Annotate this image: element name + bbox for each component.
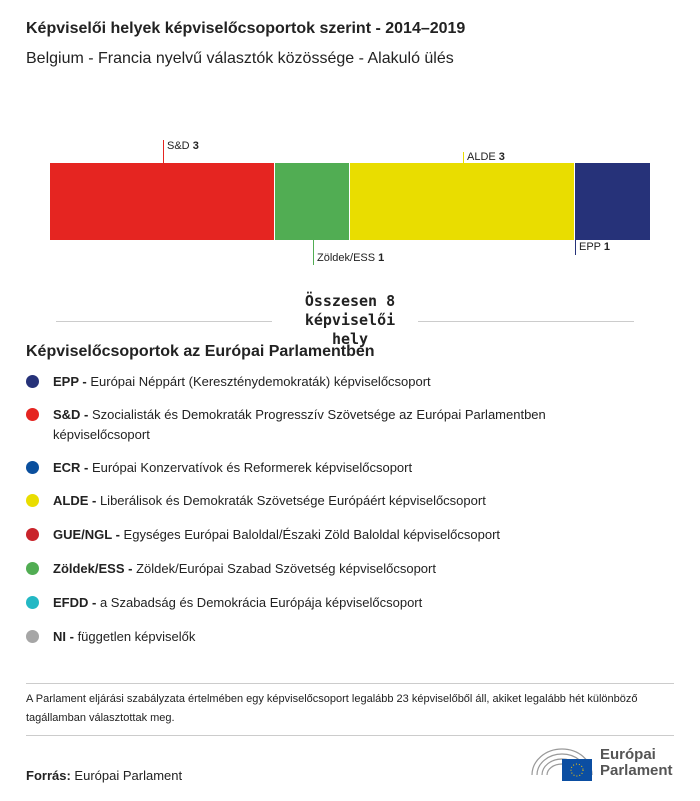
bar-value-label: 1	[378, 252, 385, 264]
legend-item	[26, 372, 646, 392]
legend-text: Európai Konzervatívok és Reformerek képviselőcsoport	[92, 460, 413, 475]
label-tick	[575, 240, 576, 255]
bar-segment-1	[275, 163, 349, 240]
bar-segment-3	[575, 163, 650, 240]
legend-abbr: EFDD -	[53, 595, 100, 610]
ep-logo	[530, 745, 673, 781]
bar-category-label: Zöldek/ESS	[317, 252, 379, 264]
hemicycle-logo-icon	[530, 745, 594, 781]
legend-item	[26, 405, 646, 445]
source: Forrás: Európai Parlament	[26, 768, 183, 783]
divider	[26, 735, 674, 736]
bar-segment-2	[350, 163, 574, 240]
legend-text: Szocialisták és Demokraták Progresszív Szövetsége az Európai Parlamentben képviselőcsoport	[53, 407, 546, 442]
legend-color-dot-icon	[26, 375, 39, 388]
legend-item	[26, 559, 646, 579]
divider	[56, 321, 272, 322]
legend-abbr: NI -	[53, 629, 78, 644]
bar-label	[167, 140, 199, 152]
legend-abbr: ECR -	[53, 460, 92, 475]
legend-color-dot-icon	[26, 494, 39, 507]
legend-abbr: EPP -	[53, 374, 91, 389]
legend-color-dot-icon	[26, 596, 39, 609]
legend-color-dot-icon	[26, 528, 39, 541]
legend-item	[26, 525, 646, 545]
bar-value-label: 3	[192, 140, 199, 152]
legend-color-dot-icon	[26, 630, 39, 643]
logo-text: Európai Parlament	[600, 746, 673, 779]
legend-abbr: GUE/NGL -	[53, 527, 124, 542]
bar-category-label: S&D	[167, 140, 193, 152]
legend-color-dot-icon	[26, 408, 39, 421]
label-tick	[313, 240, 314, 265]
total-seats-label: Összesen 8 képviselői hely	[304, 292, 396, 348]
legend-text: Liberálisok és Demokraták Szövetsége Európáért képviselőcsoport	[99, 493, 486, 508]
chart-title: Képviselői helyek képviselőcsoportok szerint - 2014–2019	[26, 20, 466, 37]
bar-category-label: EPP	[579, 241, 604, 253]
footnote: A Parlament eljárási szabályzata értelmében egy képviselőcsoport legalább 23 képviselőből áll, akiket legalább hét különböző tagállamban választottak meg.	[26, 693, 638, 724]
legend-title: Képviselőcsoportok az Európai Parlamentben	[26, 343, 375, 360]
bar-label	[579, 241, 610, 253]
bar-label	[467, 151, 505, 163]
legend-item	[26, 491, 646, 511]
legend-item	[26, 458, 646, 478]
bar-category-label: ALDE	[467, 151, 499, 163]
label-tick	[463, 152, 464, 163]
legend-abbr: Zöldek/ESS -	[53, 561, 137, 576]
legend-item	[26, 627, 646, 647]
legend-text: Zöldek/Európai Szabad Szövetség képviselőcsoport	[136, 561, 436, 576]
legend-text: a Szabadság és Demokrácia Európája képviselőcsoport	[99, 595, 423, 610]
legend-color-dot-icon	[26, 461, 39, 474]
bar-value-label: 1	[603, 241, 610, 253]
bar-label	[317, 252, 384, 264]
legend-abbr: S&D -	[53, 407, 92, 422]
legend-color-dot-icon	[26, 562, 39, 575]
bar-segment-0	[50, 163, 274, 240]
legend-abbr: ALDE -	[53, 493, 100, 508]
bar-value-label: 3	[498, 151, 505, 163]
divider	[26, 683, 674, 684]
legend-text: Európai Néppárt (Kereszténydemokraták) képviselőcsoport	[90, 374, 431, 389]
chart-subtitle: Belgium - Francia nyelvű választók közössége - Alakuló ülés	[26, 50, 454, 67]
divider	[418, 321, 634, 322]
legend-text: Egységes Európai Baloldal/Északi Zöld Baloldal képviselőcsoport	[123, 527, 501, 542]
legend-item	[26, 593, 646, 613]
label-tick	[163, 140, 164, 163]
legend-text: független képviselők	[77, 629, 196, 644]
